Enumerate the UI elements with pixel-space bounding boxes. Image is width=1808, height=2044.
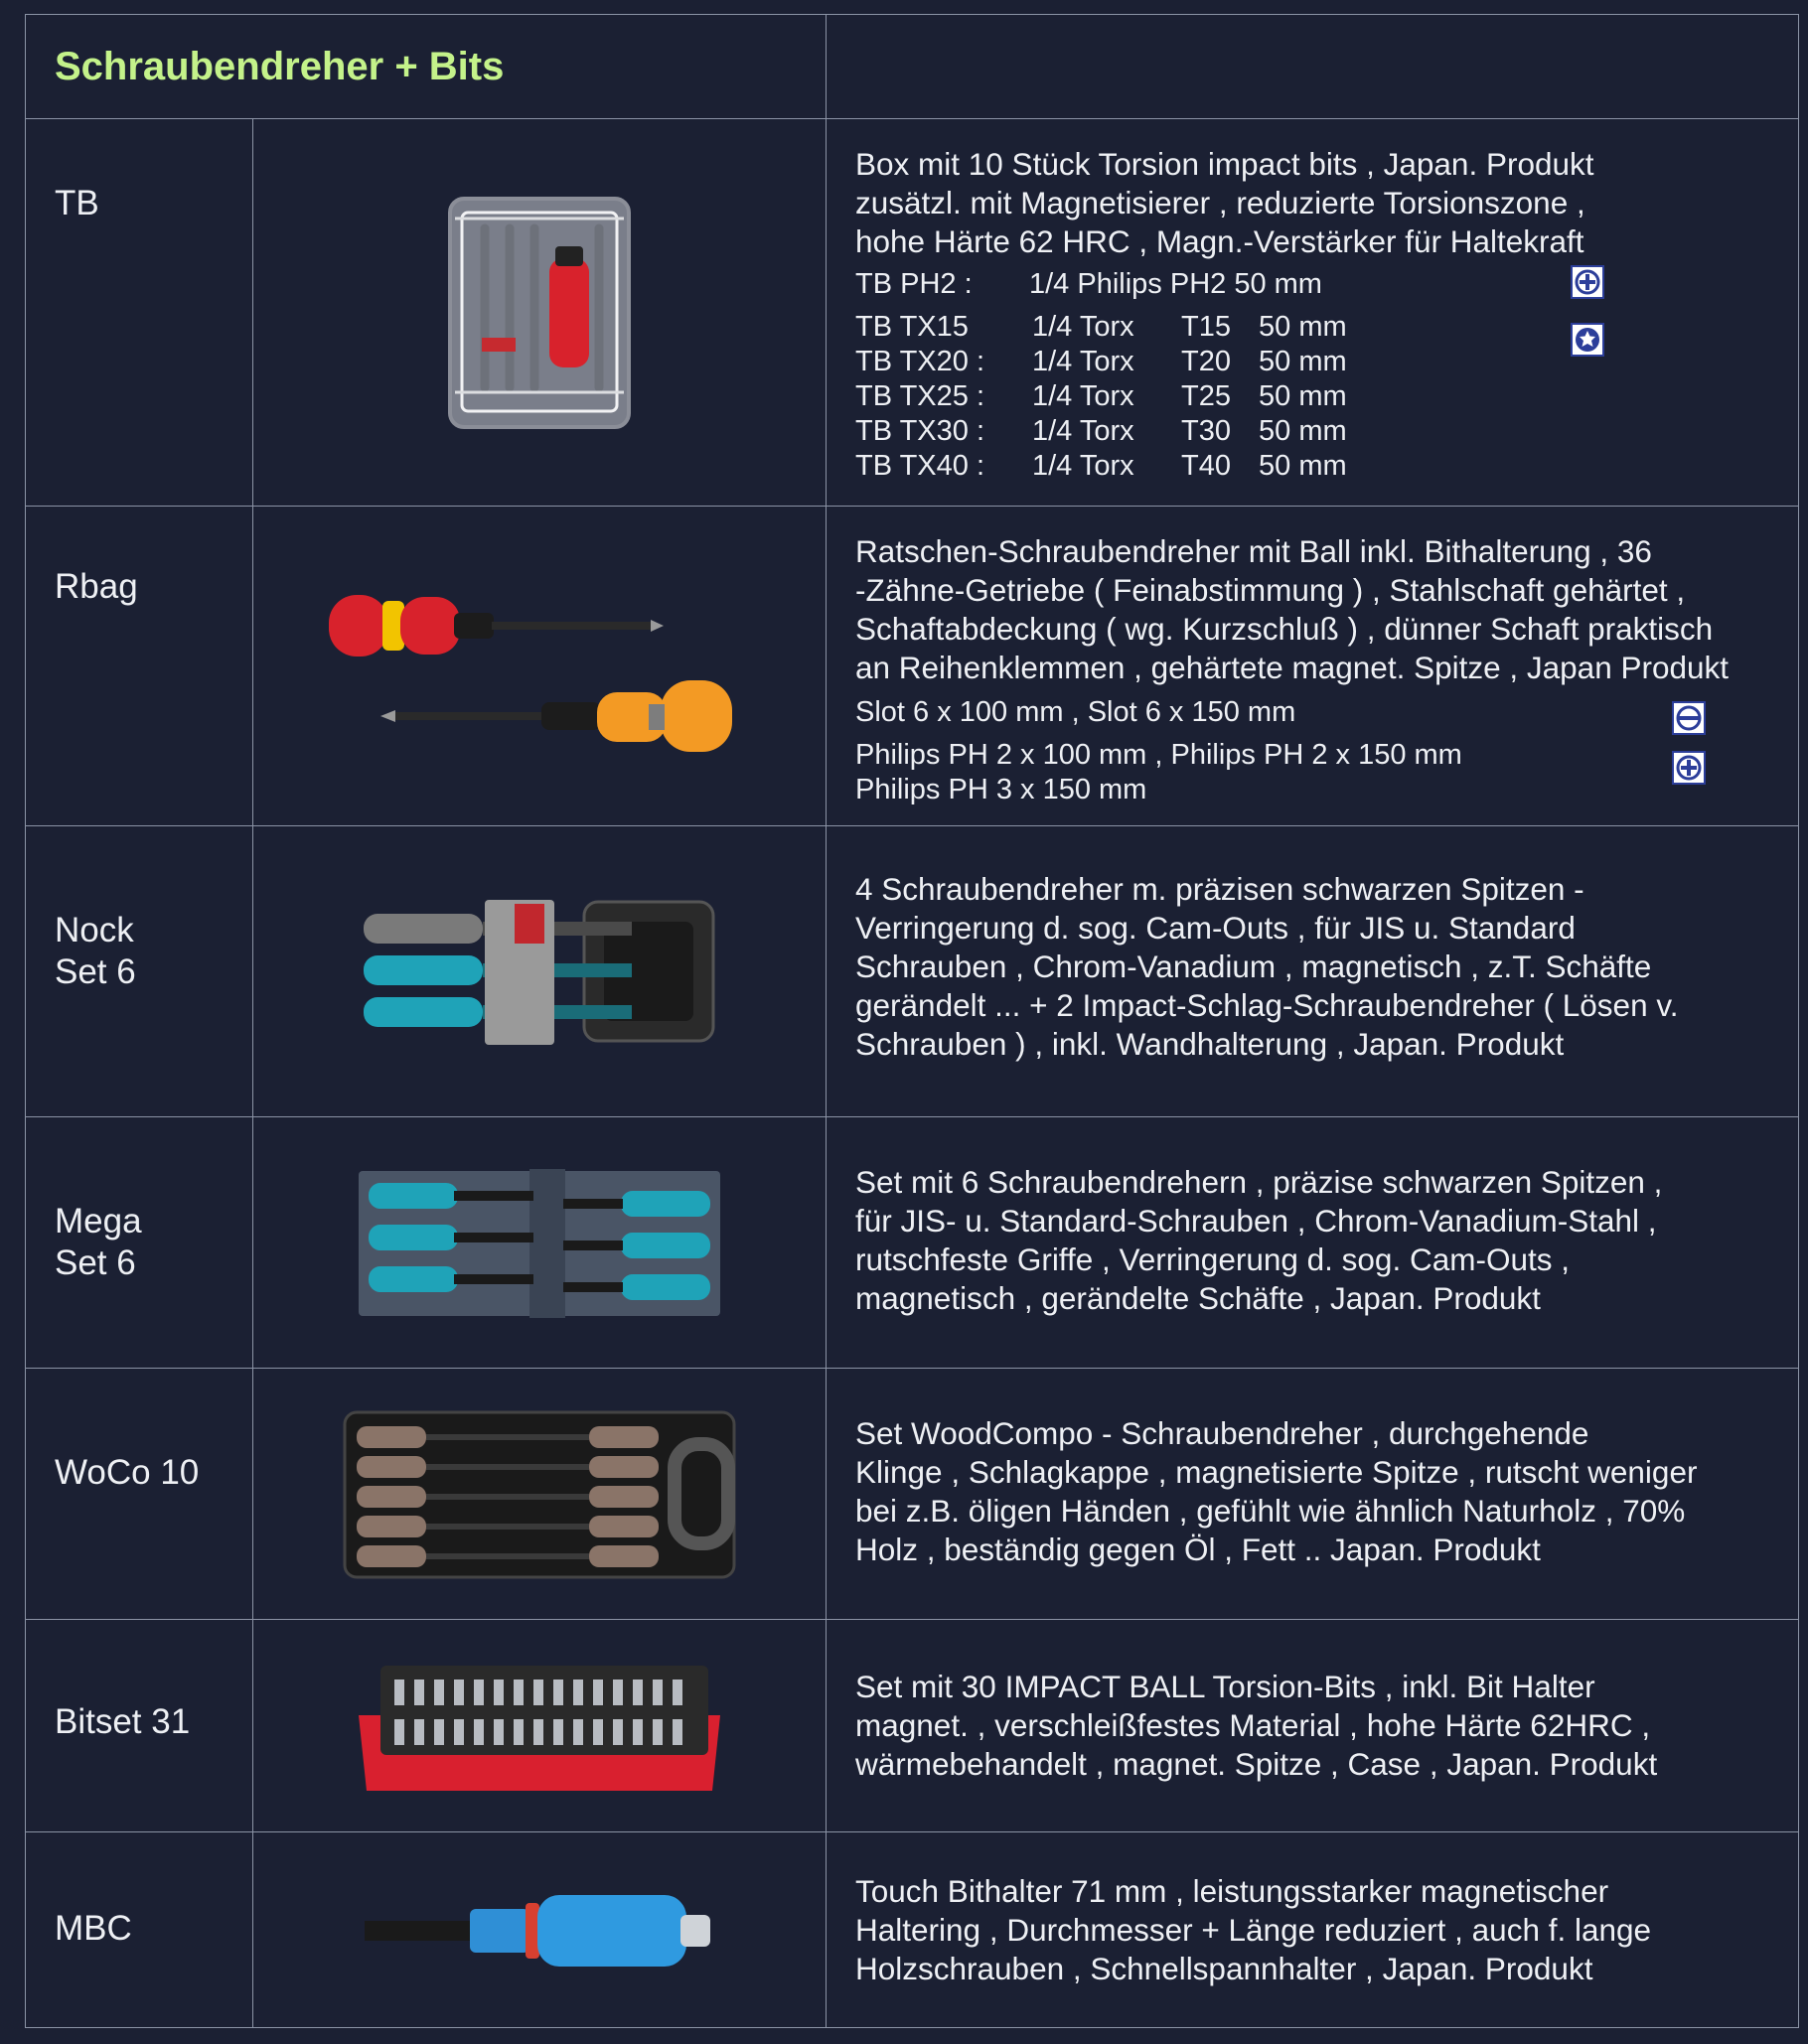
description-line: Set mit 6 Schraubendrehern , präzise schwarzen Spitzen , xyxy=(855,1163,1663,1200)
nock-set-image xyxy=(253,826,827,1116)
product-code-line: Set 6 xyxy=(55,952,136,992)
spec-row: Slot 6 x 100 mm , Slot 6 x 150 mm xyxy=(855,696,1296,729)
spec-code: TB PH2 : xyxy=(855,268,973,301)
description-line: Box mit 10 Stück Torsion impact bits , Japan. Produkt xyxy=(855,146,1594,183)
spec-size: T25 xyxy=(1181,380,1231,413)
table-row xyxy=(26,1116,1799,1368)
spec-code: TB TX20 : xyxy=(855,346,985,378)
description-line: Holz , beständig gegen Öl , Fett .. Japan. Produkt xyxy=(855,1531,1541,1567)
bit-holder-image xyxy=(253,1831,827,2027)
spec-code: TB TX25 : xyxy=(855,380,985,413)
description-line: magnetisch , gerändelte Schäfte , Japan. Produkt xyxy=(855,1279,1541,1316)
spec-list xyxy=(855,695,1778,807)
description-line: rutschfeste Griffe , Verringerung d. sog. Cam-Outs , xyxy=(855,1241,1570,1277)
description-line: an Reihenklemmen , gehärtete magnet. Spitze , Japan Produkt xyxy=(855,650,1730,686)
woodcompo-set-image xyxy=(253,1368,827,1619)
spec-row: Philips PH 2 x 100 mm , Philips PH 2 x 150 mm xyxy=(855,739,1462,772)
product-code: MBC xyxy=(55,1908,132,1948)
spec-row xyxy=(855,345,1778,379)
spec-size: T15 xyxy=(1181,311,1231,344)
spec-length: 50 mm xyxy=(1259,380,1347,413)
spec-length: 50 mm xyxy=(1259,415,1347,448)
phillips-icon xyxy=(1672,751,1706,785)
spec-type: 1/4 Torx xyxy=(1032,346,1134,378)
product-description xyxy=(827,826,1798,1064)
table-row xyxy=(26,826,1799,1116)
description-line: Haltering , Durchmesser + Länge reduziert , auch f. lange xyxy=(855,1911,1652,1948)
phillips-icon xyxy=(1571,265,1604,299)
product-code xyxy=(26,826,252,993)
product-description xyxy=(827,1369,1798,1569)
spec-code: TB TX40 : xyxy=(855,450,985,483)
spec-type: 1/4 Torx xyxy=(1032,380,1134,413)
spec-row xyxy=(855,310,1778,345)
title-cell xyxy=(26,15,827,119)
product-code-line: Set 6 xyxy=(55,1242,136,1282)
product-code: Rbag xyxy=(55,567,138,607)
spec-code: TB TX30 : xyxy=(855,415,985,448)
description-line: Set WoodCompo - Schraubendreher , durchgehende xyxy=(855,1414,1589,1451)
bitset-image xyxy=(253,1619,827,1831)
slot-icon xyxy=(1672,701,1706,735)
description-line: Schrauben ) , inkl. Wandhalterung , Japan. Produkt xyxy=(855,1026,1565,1063)
spec-type: 1/4 Torx xyxy=(1032,450,1134,483)
spec-row xyxy=(855,414,1778,449)
spec-row xyxy=(855,267,1778,310)
table-row xyxy=(26,507,1799,826)
description-line: Schaftabdeckung ( wg. Kurzschluß ) , dünner Schaft praktisch xyxy=(855,611,1714,648)
spec-type: 1/4 Torx xyxy=(1032,311,1134,344)
table-row xyxy=(26,1368,1799,1619)
spec-list xyxy=(855,267,1778,484)
table-row xyxy=(26,1831,1799,2027)
description-line: magnet. , verschleißfestes Material , hohe Härte 62HRC , xyxy=(855,1706,1651,1743)
description-line: Holzschrauben , Schnellspannhalter , Japan. Produkt xyxy=(855,1950,1593,1986)
description-line: -Zähne-Getriebe ( Feinabstimmung ) , Stahlschaft gehärtet , xyxy=(855,572,1686,609)
spec-length: 50 mm xyxy=(1259,346,1347,378)
description-line: Ratschen-Schraubendreher mit Ball inkl. Bithalterung , 36 xyxy=(855,533,1652,570)
product-code: WoCo 10 xyxy=(55,1452,200,1492)
description-line: bei z.B. öligen Händen , gefühlt wie ähnlich Naturholz , 70% xyxy=(855,1492,1686,1529)
description-line: Schrauben , Chrom-Vanadium , magnetisch , z.T. Schäfte xyxy=(855,949,1652,985)
description-line: für JIS- u. Standard-Schrauben , Chrom-Vanadium-Stahl , xyxy=(855,1202,1657,1239)
description-line: hohe Härte 62 HRC , Magn.-Verstärker für Haltekraft xyxy=(855,223,1584,260)
product-description xyxy=(827,507,1798,807)
description-line: gerändelt ... + 2 Impact-Schlag-Schraubendreher ( Lösen v. xyxy=(855,987,1679,1024)
mega-set-image xyxy=(253,1116,827,1368)
description-line: 4 Schraubendreher m. präzisen schwarzen Spitzen - xyxy=(855,871,1584,908)
product-description xyxy=(827,1620,1798,1784)
description-line: Verringerung d. sog. Cam-Outs , für JIS u. Standard xyxy=(855,910,1576,947)
description-line: Set mit 30 IMPACT BALL Torsion-Bits , inkl. Bit Halter xyxy=(855,1668,1595,1704)
ratchet-screwdrivers-image xyxy=(253,507,827,826)
torsion-bits-box-image xyxy=(253,119,827,507)
product-description xyxy=(827,119,1798,484)
spec-type: 1/4 Philips PH2 50 mm xyxy=(1029,268,1322,301)
product-description xyxy=(827,1832,1798,1988)
spec-size: T30 xyxy=(1181,415,1231,448)
spec-type: 1/4 Torx xyxy=(1032,415,1134,448)
spec-length: 50 mm xyxy=(1259,450,1347,483)
table-row xyxy=(26,1619,1799,1831)
torx-icon xyxy=(1571,323,1604,357)
spec-row xyxy=(855,379,1778,414)
title-empty-cell xyxy=(827,15,1799,119)
spec-size: T20 xyxy=(1181,346,1231,378)
description-line: wärmebehandelt , magnet. Spitze , Case , Japan. Produkt xyxy=(855,1745,1658,1782)
description-line: zusätzl. mit Magnetisierer , reduzierte Torsionszone , xyxy=(855,185,1585,221)
page-title: Schraubendreher + Bits xyxy=(55,45,505,88)
table-row xyxy=(26,119,1799,507)
spec-size: T40 xyxy=(1181,450,1231,483)
spec-row: Philips PH 3 x 150 mm xyxy=(855,774,1147,806)
product-code-line: Nock xyxy=(55,911,134,950)
product-description xyxy=(827,1117,1798,1318)
spec-row xyxy=(855,449,1778,484)
spec-code: TB TX15 xyxy=(855,311,969,344)
description-line: Touch Bithalter 71 mm , leistungsstarker magnetischer xyxy=(855,1872,1609,1909)
product-code xyxy=(26,1117,252,1284)
product-code-line: Mega xyxy=(55,1201,142,1241)
product-table xyxy=(25,14,1799,2028)
spec-length: 50 mm xyxy=(1259,311,1347,344)
product-code: TB xyxy=(55,184,99,223)
title-row xyxy=(26,15,1799,119)
product-code: Bitset 31 xyxy=(55,1701,191,1741)
description-line: Klinge , Schlagkappe , magnetisierte Spitze , rutscht weniger xyxy=(855,1453,1698,1490)
